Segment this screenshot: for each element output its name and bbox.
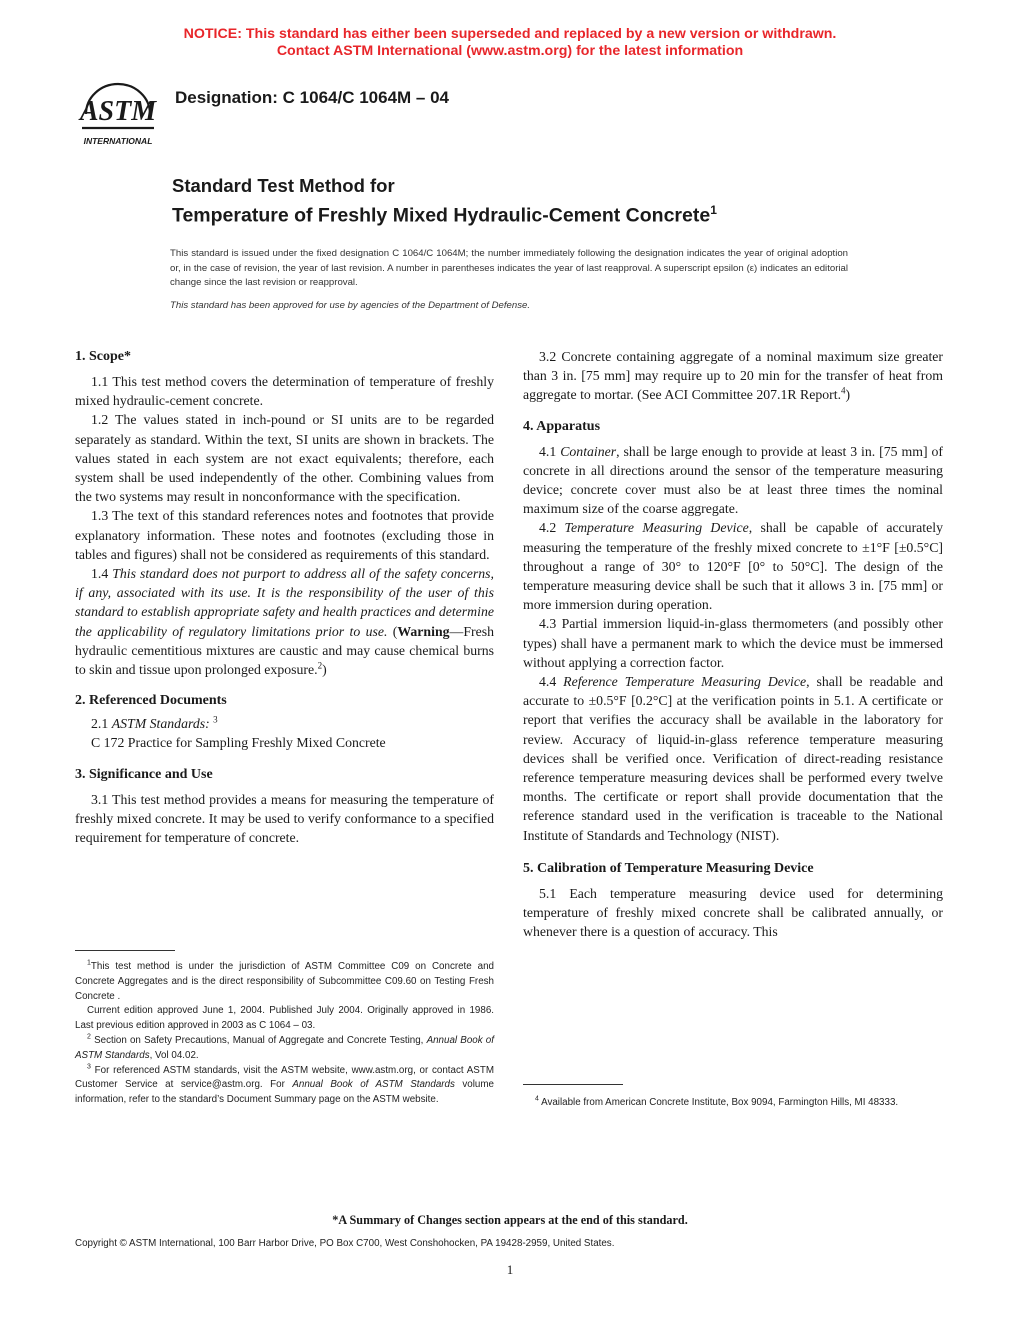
section-3-heading: 3. Significance and Use — [75, 766, 213, 782]
para-3-2 — [523, 347, 943, 405]
superseded-notice — [0, 26, 1020, 60]
section-1-heading: 1. Scope* — [75, 349, 131, 364]
section-5-heading: 5. Calibration of Temperature Measuring Device — [523, 860, 814, 876]
title-footnote-mark: 1 — [710, 203, 717, 217]
para-2-1 — [75, 714, 494, 733]
footnotes-right — [523, 1096, 943, 1111]
footnote-1 — [75, 960, 494, 1004]
right-column — [523, 347, 943, 941]
copyright: Copyright © ASTM International, 100 Barr Harbor Drive, PO Box C700, West Conshohocken, PA 19428-2959, United States. — [75, 1238, 615, 1249]
footnote-ref-2: 2 — [317, 660, 323, 671]
footnote-ref-4: 4 — [841, 385, 846, 396]
para-4-3: 4.3 Partial immersion liquid-in-glass thermometers (and possibly other types) shall have a permanent mark to which the device must be immersed without applying a correction factor. — [523, 616, 943, 670]
warning-label: Warning — [397, 623, 450, 639]
footnote-4 — [523, 1096, 943, 1111]
para-1-4-italic: This standard does not purport to address all of the safety concerns, if any, associated with its use. It is the responsibility of the user of this standard to establish appropriate safety and health practices and determine the applicability of regulatory limitations prior to use. — [75, 566, 494, 639]
para-1-4-num: 1.4 — [91, 566, 109, 582]
preamble: This standard is issued under the fixed designation C 1064/C 1064M; the number immediately following the designation indicates the year of original adoption or, in the case of revision, the year of last revision. A number in parentheses indicates the year of last reapproval. A superscript epsilon (ε) indicates an editorial change since the last revision or reapproval. — [170, 248, 848, 288]
title-line-2 — [172, 198, 717, 229]
footnote-rule-left — [75, 950, 175, 951]
designation: Designation: C 1064/C 1064M – 04 — [175, 88, 450, 107]
section-2-heading: 2. Referenced Documents — [75, 693, 227, 709]
footnote-2-mark: 2 — [87, 1033, 91, 1041]
para-4-1 — [523, 442, 943, 519]
title-main: Temperature of Freshly Mixed Hydraulic-Cement Concrete — [172, 204, 711, 227]
para-1-4-rest: —Fresh hydraulic cementitious mixtures are caustic and may cause chemical burns to skin and tissue upon prolonged exposure. — [75, 623, 494, 678]
para-4-1-rest: , shall be large enough to provide at least 3 in. [75 mm] of concrete in all directions around the sensor of the temperature measuring device; concrete cover must also be at least three times the nominal maximum size of the coarse aggregate. — [523, 443, 944, 517]
notice-line-1: NOTICE: This standard has either been superseded and replaced by a new version or withdrawn. — [183, 26, 837, 42]
dod-approval: This standard has been approved for use by agencies of the Department of Defense. — [170, 300, 530, 311]
para-4-4 — [523, 672, 943, 845]
para-4-4-rest: , shall be readable and accurate to ±0.5°F [0.2°C] at the verification points in 5.1. A certificate or report that verifies the accuracy shall be available in the laboratory for review. Accuracy of liquid-in-glass reference temperature measuring devices shall be verified once. Verification of direct-reading resistance reference temperature measuring devices shall be performed every twelve months. The certificate or report shall provide documentation that the reference standard used in the verification is traceable to the National Institute of Standards and Technology (NIST). — [523, 674, 943, 843]
para-4-2 — [523, 518, 943, 614]
summary-of-changes-note: *A Summary of Changes section appears at the end of this standard. — [332, 1213, 688, 1227]
para-1-4-open: ( — [392, 623, 398, 639]
notice-line-2: Contact ASTM International (www.astm.org) for the latest information — [276, 43, 744, 59]
para-4-2-italic: Temperature Measuring Device — [564, 520, 749, 536]
ref-c172: C 172 Practice for Sampling Freshly Mixed Concrete — [91, 735, 386, 751]
para-1-2: 1.2 The values stated in inch-pound or SI units are to be regarded separately as standard. Within the text, SI units are shown in brackets. The values stated in each system are not exact equivalents; therefore, each system shall be used independently of the other. Combining values from the two systems may result in nonconformance with the specification. — [75, 412, 494, 505]
footnote-rule-right — [523, 1084, 623, 1085]
left-column — [75, 347, 494, 847]
footnote-1b: Current edition approved June 1, 2004. Published July 2004. Originally approved in 1986. Last previous edition approved in 2003 as C 1064 – 03. — [75, 1005, 494, 1032]
footnote-1-text: This test method is under the jurisdiction of ASTM Committee C09 on Concrete and Concrete Aggregates and is the direct responsibility of Subcommittee C09.60 on Testing Fresh Concrete . — [75, 961, 494, 1002]
section-4-heading: 4. Apparatus — [523, 418, 601, 434]
para-4-2-num: 4.2 — [539, 520, 557, 536]
para-3-1: 3.1 This test method provides a means for measuring the temperature of freshly mixed concrete. It may be used to verify conformance to a specified requirement for temperature of concrete. — [75, 791, 494, 846]
para-1-4 — [75, 564, 494, 679]
footnote-1-mark: 1 — [87, 959, 91, 967]
para-2-1-italic: ASTM Standards: — [111, 716, 210, 732]
footnote-4-mark: 4 — [535, 1095, 539, 1103]
footnotes-left — [75, 960, 494, 1108]
logo-text: ASTM — [79, 96, 157, 127]
para-4-4-num: 4.4 — [539, 674, 557, 690]
footnote-4-text: Available from American Concrete Institute, Box 9094, Farmington Hills, MI 48333. — [541, 1097, 899, 1108]
para-4-1-num: 4.1 — [539, 443, 557, 459]
footnote-3-mark: 3 — [87, 1063, 91, 1071]
para-3-2-text: 3.2 Concrete containing aggregate of a nominal maximum size greater than 3 in. [75 mm] may require up to 20 min for the transfer of heat from aggregate to mortar. (See ACI Committee 207.1R Report. — [523, 349, 943, 403]
page-number: 1 — [506, 1262, 514, 1277]
para-2-1-num: 2.1 — [91, 716, 109, 732]
footnote-2 — [75, 1034, 494, 1064]
title-line-1: Standard Test Method for — [172, 175, 395, 196]
footnote-ref-3: 3 — [213, 714, 218, 725]
footnote-2-text: Section on Safety Precautions, Manual of Aggregate and Concrete Testing, — [94, 1034, 424, 1046]
para-5-1: 5.1 Each temperature measuring device used for determining temperature of freshly mixed concrete shall be calibrated annually, or whenever there is a question of accuracy. This — [523, 885, 943, 940]
document-title — [172, 174, 717, 229]
para-4-4-italic: Reference Temperature Measuring Device — [563, 674, 807, 690]
para-1-3: 1.3 The text of this standard references notes and footnotes that provide explanatory information. These notes and footnotes (excluding those in tables and figures) shall not be considered as requirements of this standard. — [75, 508, 494, 562]
footnote-3-italic: Annual Book of ASTM Standards — [292, 1079, 455, 1091]
footnote-2-rest: , Vol 04.02. — [149, 1049, 199, 1061]
footnote-3 — [75, 1064, 494, 1108]
footnote-3-text-a: For referenced ASTM standards, visit the ASTM website, www.astm.org, or contact ASTM Customer Service at service@astm.org. For — [75, 1064, 494, 1091]
para-1-1: 1.1 This test method covers the determination of temperature of freshly mixed hydraulic-cement concrete. — [75, 374, 494, 409]
astm-logo — [76, 74, 160, 150]
footnote-2-italic: Annual Book of ASTM Standards — [75, 1034, 494, 1061]
footnote-3-text-b: volume information, refer to the standard’s Document Summary page on the ASTM website. — [75, 1079, 494, 1106]
logo-subtext: INTERNATIONAL — [83, 136, 153, 146]
para-1-4-close: ) — [322, 662, 327, 678]
para-3-2-close: ) — [845, 387, 851, 403]
para-4-1-italic: Container — [560, 443, 617, 459]
para-4-2-rest: , shall be capable of accurately measuring the temperature of the freshly mixed concrete to ±1°F [±0.5°C] throughout a range of 30° to 120°F [0° to 50°C]. The design of the temperature measuring device shall be such that it allows 3 in. [75 mm] or more immersion during operation. — [523, 520, 943, 613]
